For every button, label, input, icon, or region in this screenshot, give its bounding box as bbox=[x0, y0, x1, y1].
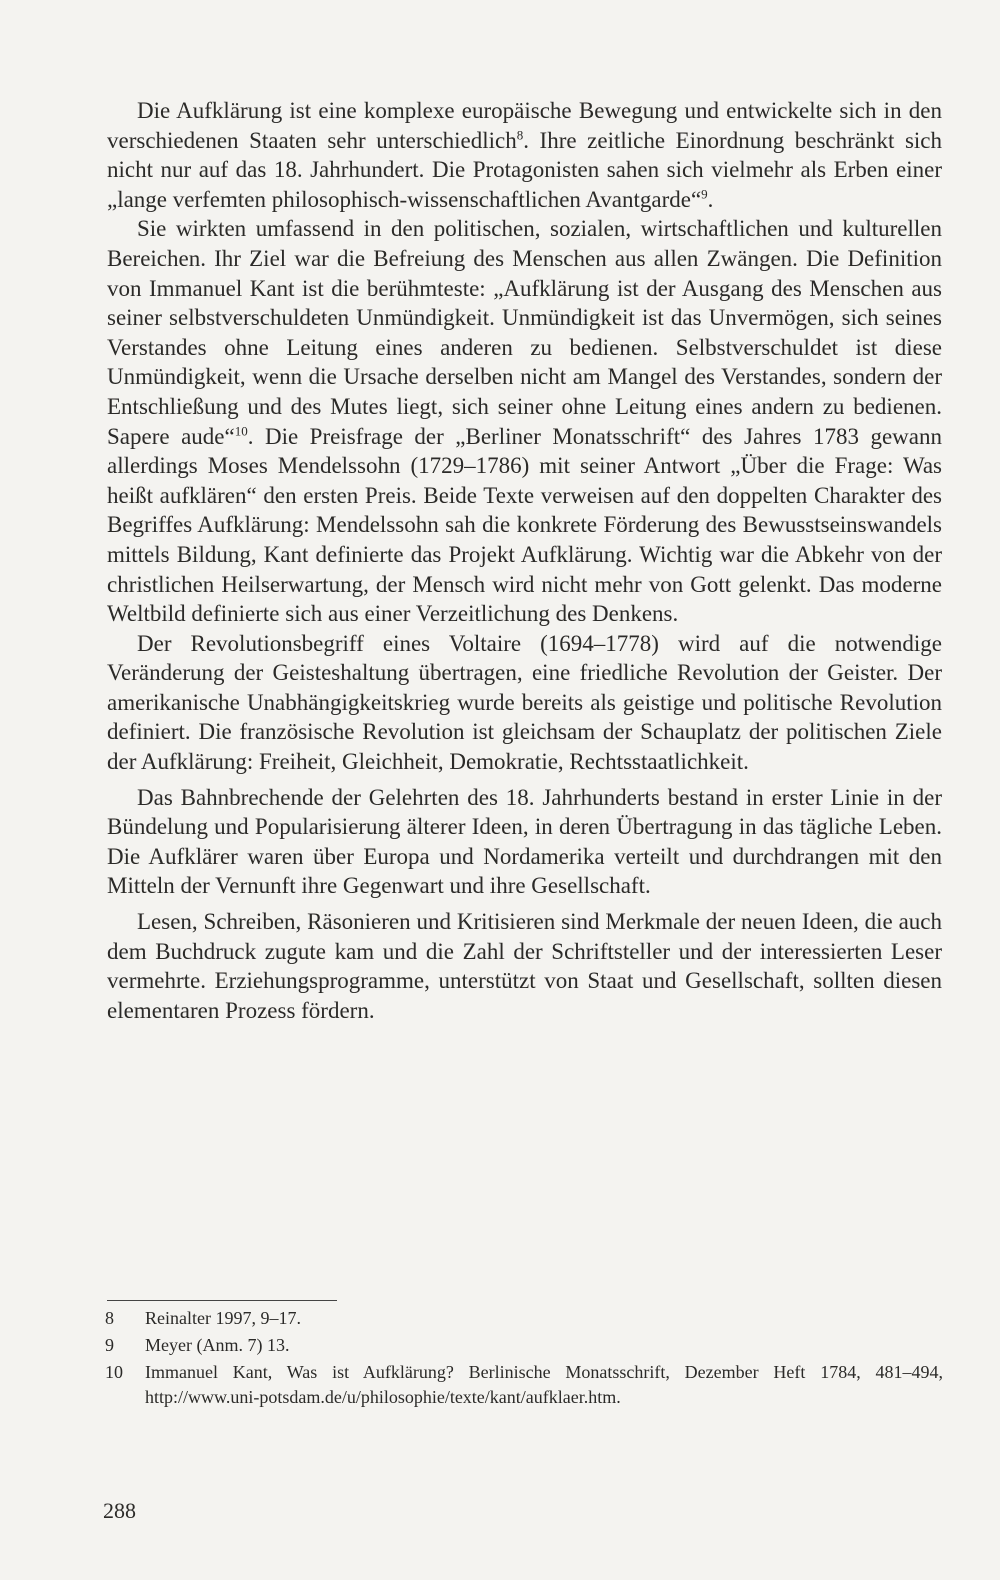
text-run: Lesen, Schreiben, Räsonieren und Kritisieren sind Merkmale der neuen Ideen, die auch dem Buchdruck zugute kam und die Zahl der Schriftsteller und der interessierten Leser vermehrte. Erziehungsprogramme, unterstützt von Staat und Gesellschaft, sollten diesen elementaren Prozess fördern. bbox=[107, 909, 942, 1023]
footnote-ref[interactable]: 10 bbox=[234, 422, 248, 438]
text-run: Das Bahnbrechende der Gelehrten des 18. Jahrhunderts bestand in erster Linie in der Bündelung und Popularisierung älterer Ideen, in deren Übertragung in das tägliche Leben. Die Aufklärer waren über Europa und Nordamerika verteilt und durchdrangen mit den Mitteln der Vernunft ihre Gegenwart und ihre Gesellschaft. bbox=[107, 784, 942, 899]
footnote-text: Meyer (Anm. 7) 13. bbox=[145, 1335, 290, 1355]
paragraph bbox=[107, 214, 942, 628]
text-run: . Die Preisfrage der „Berliner Monatsschrift“ des Jahres 1783 gewann allerdings Moses Mendelssohn (1729–1786) mit seiner Antwort „Über die Frage: Was heißt aufklären“ den ersten Preis. Beide Texte verweisen auf den doppelten Charakter des Begriffes Aufklärung: Mendelssohn sah die konkrete Förderung des Bewusstseinswandels mittels Bildung, Kant definierte das Projekt Aufklärung. Wichtig war die Abkehr von der christlichen Heilserwartung, der Mensch wird nicht mehr von Gott gelenkt. Das moderne Weltbild definierte sich aus einer Verzeitlichung des Denkens. bbox=[107, 423, 943, 627]
footnote bbox=[105, 1360, 943, 1410]
footnote-number: 9 bbox=[105, 1335, 114, 1355]
footnotes bbox=[105, 1306, 943, 1412]
footnote-ref[interactable]: 8 bbox=[516, 126, 524, 142]
paragraph bbox=[107, 783, 942, 901]
text-run: Der Revolutionsbegriff eines Voltaire (1694–1778) wird auf die notwendige Veränderung der Geisteshaltung übertragen, eine friedliche Revolution der Geister. Der amerikanische Unabhängigkeitskrieg wurde bereits als geistige und politische Revolution definiert. Die französische Revolution ist gleichsam der Schauplatz der politischen Ziele der Aufklärung: Freiheit, Gleichheit, Demokratie, Rechtsstaatlichkeit. bbox=[107, 630, 942, 775]
paragraph bbox=[107, 907, 942, 1025]
body-text bbox=[107, 96, 942, 1025]
text-run: Die Aufklärung ist eine komplexe europäische Bewegung und entwickelte sich in den verschiedenen Staaten sehr unterschiedlich bbox=[107, 98, 942, 153]
footnote-separator bbox=[107, 1300, 337, 1301]
paragraph bbox=[107, 96, 942, 214]
footnote-ref[interactable]: 9 bbox=[701, 186, 708, 202]
footnote-text: Reinalter 1997, 9–17. bbox=[145, 1308, 301, 1328]
footnote-text: Immanuel Kant, Was ist Aufklärung? Berlinische Monatsschrift, Dezember Heft 1784, 481–494, http://www.uni-potsdam.de/u/philosophie/texte/kant/aufklaer.htm. bbox=[145, 1362, 943, 1407]
footnote bbox=[105, 1333, 943, 1358]
paragraph bbox=[107, 629, 942, 777]
text-run: . bbox=[707, 186, 714, 212]
text-run: . Ihre zeitliche Einordnung beschränkt sich nicht nur auf das 18. Jahrhundert. Die Protagonisten sahen sich vielmehr als Erben einer „lange verfemten philosophisch-wissenschaftlichen Avantgarde“ bbox=[107, 127, 942, 212]
text-run: Sie wirkten umfassend in den politischen, sozialen, wirtschaftlichen und kulturellen Bereichen. Ihr Ziel war die Befreiung des Menschen aus allen Zwängen. Die Definition von Immanuel Kant ist die berühmteste: „Aufklärung ist der Ausgang des Menschen aus seiner selbstverschuldeten Unmündigkeit. Unmündigkeit ist das Unvermögen, sich seines Verstandes ohne Leitung eines anderen zu bedienen. Selbstverschuldet ist diese Unmündigkeit, wenn die Ursache derselben nicht am Mangel des Verstandes, sondern der Entschließung und des Mutes liegt, sich seiner ohne Leitung eines andern zu bedienen. Sapere aude“ bbox=[107, 216, 942, 449]
footnote-number: 10 bbox=[105, 1362, 123, 1382]
footnote bbox=[105, 1306, 943, 1331]
footnote-number: 8 bbox=[105, 1308, 114, 1328]
page-number: 288 bbox=[103, 1498, 136, 1523]
